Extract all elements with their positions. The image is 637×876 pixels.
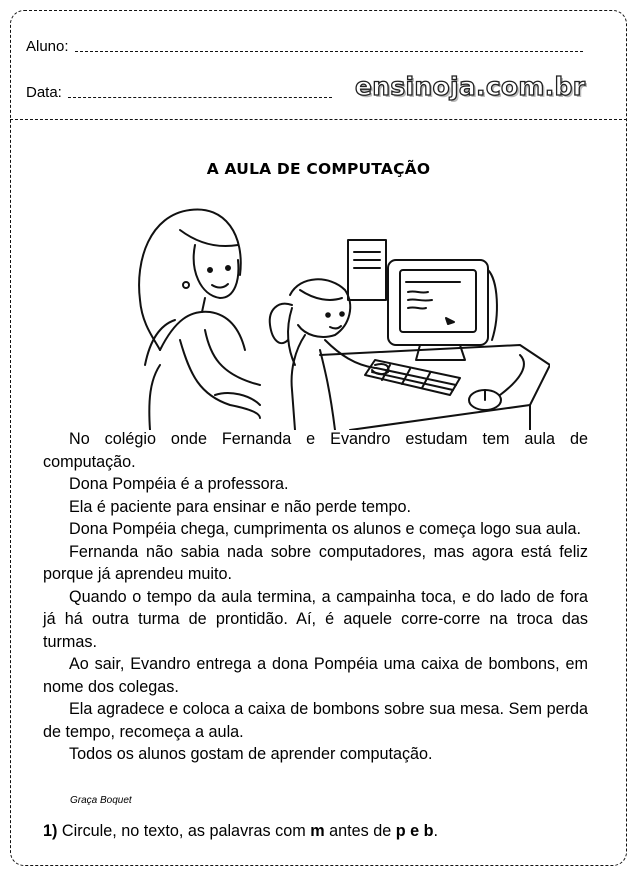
aluno-field[interactable] (26, 38, 583, 55)
story-paragraph: Dona Pompéia chega, cumprimenta os alunos e começa logo sua aula. (69, 520, 582, 538)
data-label: Data: (26, 84, 62, 101)
page-title: A AULA DE COMPUTAÇÃO (206, 160, 431, 178)
question-number: 1) (43, 822, 58, 840)
classroom-illustration (120, 190, 550, 430)
aluno-line[interactable] (75, 51, 583, 52)
computer-tower (348, 240, 386, 300)
aluno-label: Aluno: (26, 38, 69, 55)
author-credit: Graça Boquet (70, 795, 132, 806)
question-text-before: Circule, no texto, as palavras com (61, 822, 306, 840)
story-paragraph: Dona Pompéia é a professora. (69, 475, 289, 493)
data-field[interactable] (26, 84, 332, 101)
story-paragraph: Quando o tempo da aula termina, a campainha toca, e do lado de fora já há outra turma de prontidão. Aí, é aquele corre-corre na troca das turmas. (43, 587, 588, 651)
question-text-end: . (433, 822, 439, 840)
question-letters-pb: p e b (395, 822, 434, 840)
question-text-middle: antes de (329, 822, 392, 840)
teacher-figure (139, 209, 260, 430)
computer-monitor (388, 260, 497, 360)
story-paragraph: Todos os alunos gostam de aprender computação. (69, 745, 433, 763)
computer-mouse (469, 355, 524, 410)
desk (320, 345, 550, 430)
header-separator (10, 119, 627, 120)
story-paragraph: Ao sair, Evandro entrega a dona Pompéia uma caixa de bombons, em nome dos colegas. (43, 655, 588, 696)
story-paragraph: Ela agradece e coloca a caixa de bombons sobre sua mesa. Sem perda de tempo, recomeça a aula. (43, 700, 588, 741)
data-line[interactable] (68, 97, 332, 98)
story-paragraph: Ela é paciente para ensinar e não perde tempo. (69, 497, 411, 516)
brand-logo: ensinoja.com.br (355, 72, 586, 101)
keyboard (365, 360, 460, 395)
story-paragraph: Fernanda não sabia nada sobre computadores, mas agora está feliz porque já aprendeu muito. (43, 542, 588, 583)
question-letter-m: m (310, 822, 325, 840)
exercise-question (43, 822, 438, 841)
story-text (43, 428, 588, 766)
story-paragraph: No colégio onde Fernanda e Evandro estudam tem aula de computação. (43, 430, 588, 471)
